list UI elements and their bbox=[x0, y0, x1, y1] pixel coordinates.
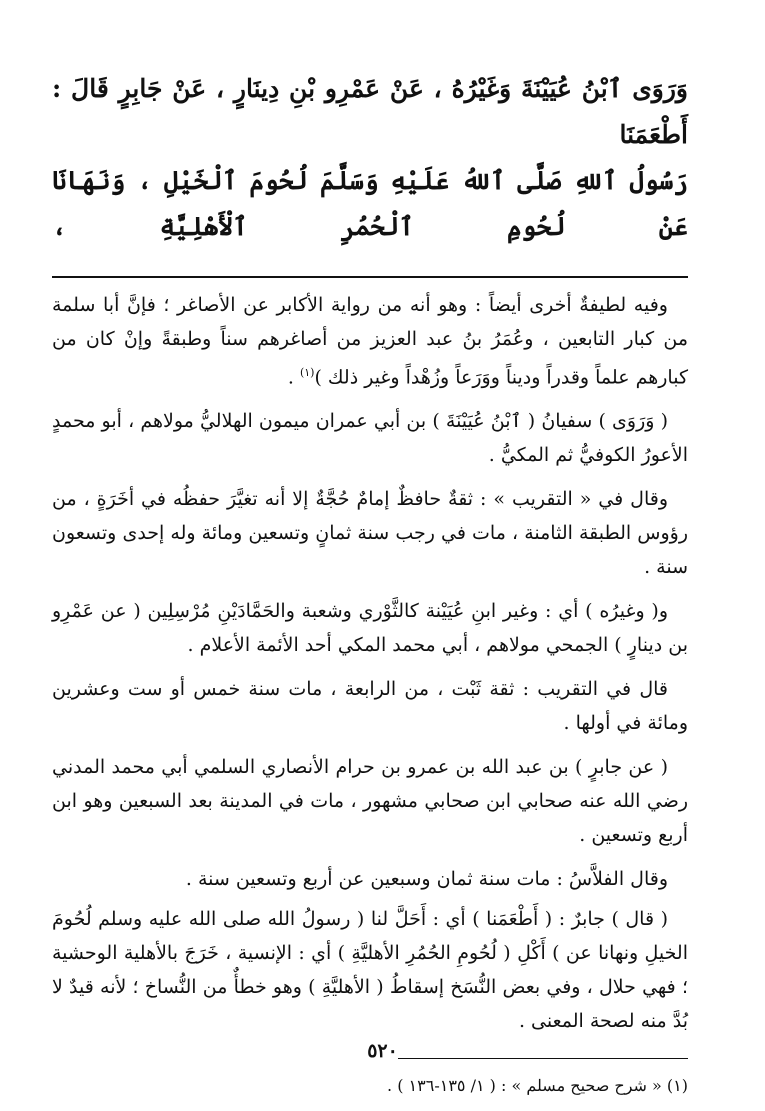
hadith-line-2: رَسُولُ ٱللهِ صَلَّى ٱللهُ عَلَيْهِ وَسَلَّمَ لُحُومَ ٱلْخَيْلِ ، وَنَهَانَا عَنْ لُحُومِ ٱلْحُمُرِ ٱلْأَهْلِيَّةِ ، bbox=[52, 166, 688, 241]
commentary-text: وفيه لطيفةٌ أخرى أيضاً : وهو أنه من رواية الأكابر عن الأصاغر ؛ فإنَّ أبا سلمة من كبار التابعين ، وعُمَرُ بنُ عبد العزيز من أصاغرهم سناً وطبقةً وإنْ كان من كبارهم علماً وقدراً وديناً ووَرَعاً وزُهْداً وغير ذلك ) bbox=[52, 294, 688, 389]
hadith-text bbox=[52, 66, 688, 250]
footnote-reference: (١) bbox=[299, 366, 315, 379]
commentary-paragraph-2: ( وَرَوَى ) سفيانُ ( ٱبْنُ عُيَيْنَةَ ) بن أبي عمران ميمون الهلاليُّ مولاهم ، أبو محمدٍ الأعورُ الكوفيُّ ثم المكيُّ . bbox=[52, 410, 688, 467]
commentary-text-end: . bbox=[287, 366, 300, 389]
commentary-paragraph-3: وقال في « التقريب » : ثقةٌ حافظٌ إمامٌ حُجَّةٌ إلا أنه تغيَّرَ حفظُه في أخَرَةٍ ، من رؤوس الطبقة الثامنة ، مات في رجب سنة ثمانٍ وتسعين ومائة وله إحدى وتسعون سنة . bbox=[52, 488, 688, 579]
footnote: (١) « شرح صحيح مسلم » : ( ١/ ١٣٥-١٣٦ ) . bbox=[387, 1076, 688, 1096]
hadith-line-1: وَرَوَى ٱبْنُ عُيَيْنَةَ وَغَيْرُهُ ، عَنْ عَمْرِو بْنِ دِينَارٍ ، عَنْ جَابِرٍ قَالَ : أَطْعَمَنَا bbox=[52, 74, 688, 149]
commentary-paragraph-5: قال في التقريب : ثقة ثَبْت ، من الرابعة ، مات سنة خمس أو ست وعشرين ومائة في أولها . bbox=[52, 678, 688, 735]
commentary-paragraph-7: وقال الفلاَّسُ : مات سنة ثمان وسبعين عن أربع وتسعين سنة . bbox=[185, 868, 668, 891]
page-number: ٥٢٠ bbox=[367, 1040, 398, 1062]
commentary-paragraph-1 bbox=[52, 288, 688, 394]
commentary-paragraph-4: و( وغيرُه ) أي : وغير ابنِ عُيَيْنة كالثَّوْري وشعبة والحَمَّادَيْنِ مُرْسِلِين ( عن عَمْرِو بن دينارٍ ) الجمحي مولاهم ، أبي محمد المكي أحد الأئمة الأعلام . bbox=[52, 600, 688, 657]
commentary-paragraph-6: ( عن جابرٍ ) بن عبد الله بن عمرو بن حرام الأنصاري السلمي أبي محمد المدني رضي الله عنه صحابي ابن صحابي مشهور ، مات في المدينة بعد السبعين وهو ابن أربع وتسعين . bbox=[52, 756, 688, 847]
main-divider bbox=[52, 276, 688, 278]
commentary-paragraph-8: ( قال ) جابرٌ : ( أَطْعَمَنا ) أي : أَحَلَّ لنا ( رسولُ الله صلى الله عليه وسلم لُحُومَ الخيلِ ونهانا عن ) أَكْلِ ( لُحُومِ الحُمُرِ الأهليَّةِ ) أي : الإنسية ، خَرَجَ بالأهلية الوحشية ؛ فهي حلال ، وفي بعض النُّسَخ إسقاطُ ( الأهليَّةِ ) وهو خطأٌ من النُّساخ ؛ لأنه قيدٌ لا بُدَّ منه لصحة المعنى . bbox=[52, 908, 688, 1033]
page-body bbox=[52, 60, 688, 1099]
